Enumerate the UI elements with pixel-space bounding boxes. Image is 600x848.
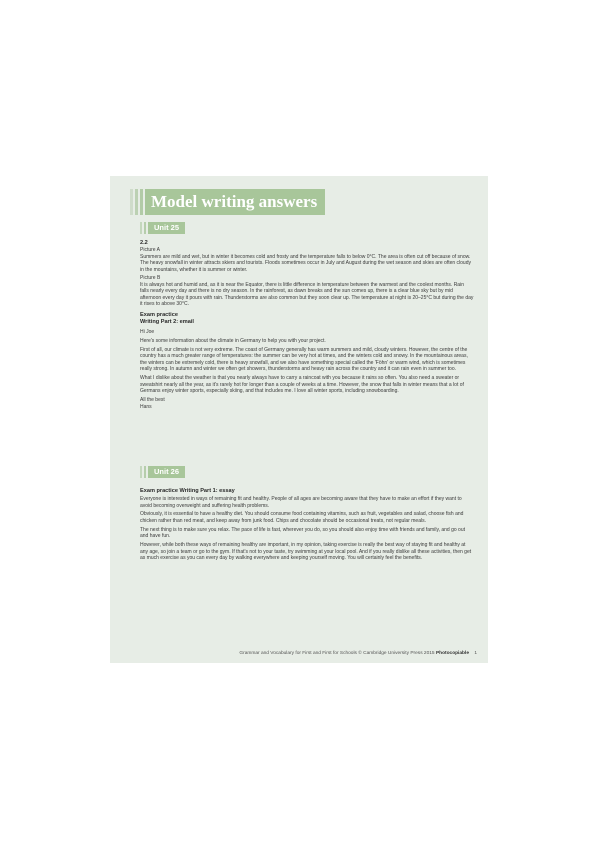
email-signoff: All the best bbox=[140, 396, 165, 403]
essay-paragraph: However, while both these ways of remaining healthy are important, in my opinion, taking exercise is really the best way of staying fit and healthy at any age, so join a team or go to the gym. If that's not to your taste, try swimming at your local pool. And if you really dislike all these activities, then get as much exercise as you can every day by walking everywhere and keeping yourself moving. You will certainly feel the benefits. bbox=[140, 542, 472, 562]
tag-stripe bbox=[144, 222, 146, 234]
banner-stripe bbox=[135, 189, 138, 215]
unit-25-label: Unit 25 bbox=[148, 222, 185, 234]
tag-stripe bbox=[144, 466, 146, 478]
exam-practice-heading: Exam practice bbox=[140, 311, 178, 318]
page-title: Model writing answers bbox=[145, 189, 325, 215]
unit-26-tag bbox=[140, 466, 185, 478]
title-banner bbox=[130, 189, 467, 215]
email-greeting: Hi Joe bbox=[140, 328, 155, 335]
email-signature: Hans bbox=[140, 404, 152, 411]
email-paragraph: Here's some information about the climate in Germany to help you with your project. bbox=[140, 337, 326, 344]
essay-paragraph: Everyone is interested in ways of remaining fit and healthy. People of all ages are becoming aware that they have to make an effort if they want to avoid becoming overweight and suffering health problems. bbox=[140, 496, 462, 509]
banner-stripe bbox=[130, 189, 133, 215]
unit-25-tag bbox=[140, 222, 185, 234]
picture-a-label: Picture A bbox=[140, 247, 161, 253]
unit-25-content bbox=[140, 240, 474, 413]
unit-26-label: Unit 26 bbox=[148, 466, 185, 478]
email-paragraph: What I dislike about the weather is that you nearly always have to carry a raincoat with you because it rains so often. You also need a sweater or sweatshirt nearly all the year, as it's rarely hot for longer than a couple of weeks at a time. However, the snow that falls in winter means that a lot of Germans enjoy winter sports, especially skiing, and that includes me. I love all winter sports, including snowboarding. bbox=[140, 375, 464, 395]
writing-part-heading: Writing Part 2: email bbox=[140, 318, 194, 325]
essay-paragraph: The next thing is to make sure you relax. The pace of life is fast, wherever you do, so you should also enjoy time with friends and family, and go out and have fun. bbox=[140, 526, 465, 540]
unit-26-content bbox=[140, 488, 474, 564]
page-number: 1 bbox=[474, 651, 477, 656]
picture-a-text: Summers are mild and wet, but in winter it becomes cold and frosty and the temperature falls to below 0°C. The area is often cut off because of snow. The heavy snowfall in winter attracts skiers and tourists. Floods sometimes occur in July and August during the wet season and skies are often cloudy in the mountains, whether it is summer or winter. bbox=[140, 253, 471, 273]
essay-heading: Exam practice Writing Part 1: essay bbox=[140, 488, 235, 494]
email-paragraph: First of all, our climate is not very extreme. The coast of Germany generally has warm summers and mild, cloudy winters. However, the centre of the country has a much greater range of temperatures: the summer can be very hot at times, and the winters cold and snowy. In the mountainous areas, the winters can be extremely cold, there is heavy snowfall, and we also have something special called the 'Föhn' or warm wind, which is sometimes really strong. In autumn and winter we often get showers, thunderstorms and heavy rain across the country and it can rain even in summer too. bbox=[140, 346, 468, 373]
footer-credit: Grammar and Vocabulary for First and First for Schools © Cambridge University Press 2015 bbox=[239, 651, 435, 656]
picture-b-text: It is always hot and humid and, as it is near the Equator, there is little difference in temperature between the warmest and the coolest months. Rain falls nearly every day and there is no dry season. In the rainforest, as dawn breaks and the sun comes up, there is a clear blue sky but by mid afternoon every day it pours with rain. Thunderstorms are also common but they soon clear up. The temperature at night is 20–25°C but during the day it rises to above 30°C. bbox=[140, 281, 474, 308]
page-footer bbox=[165, 651, 477, 656]
essay-paragraph: Obviously, it is essential to have a healthy diet. You should consume food containing vitamins, such as fruit, vegetables and salad, choose fish and chicken rather than red meat, and keep away from junk food. Chips and chocolate should be occasional treats, not regular meals. bbox=[140, 511, 464, 524]
tag-stripe bbox=[140, 222, 142, 234]
footer-photocopiable: Photocopiable bbox=[435, 651, 469, 656]
picture-b-label: Picture B bbox=[140, 275, 161, 282]
tag-stripe bbox=[140, 466, 142, 478]
section-heading: 2.2 bbox=[140, 240, 148, 246]
banner-stripe bbox=[140, 189, 143, 215]
document-page bbox=[110, 176, 488, 663]
